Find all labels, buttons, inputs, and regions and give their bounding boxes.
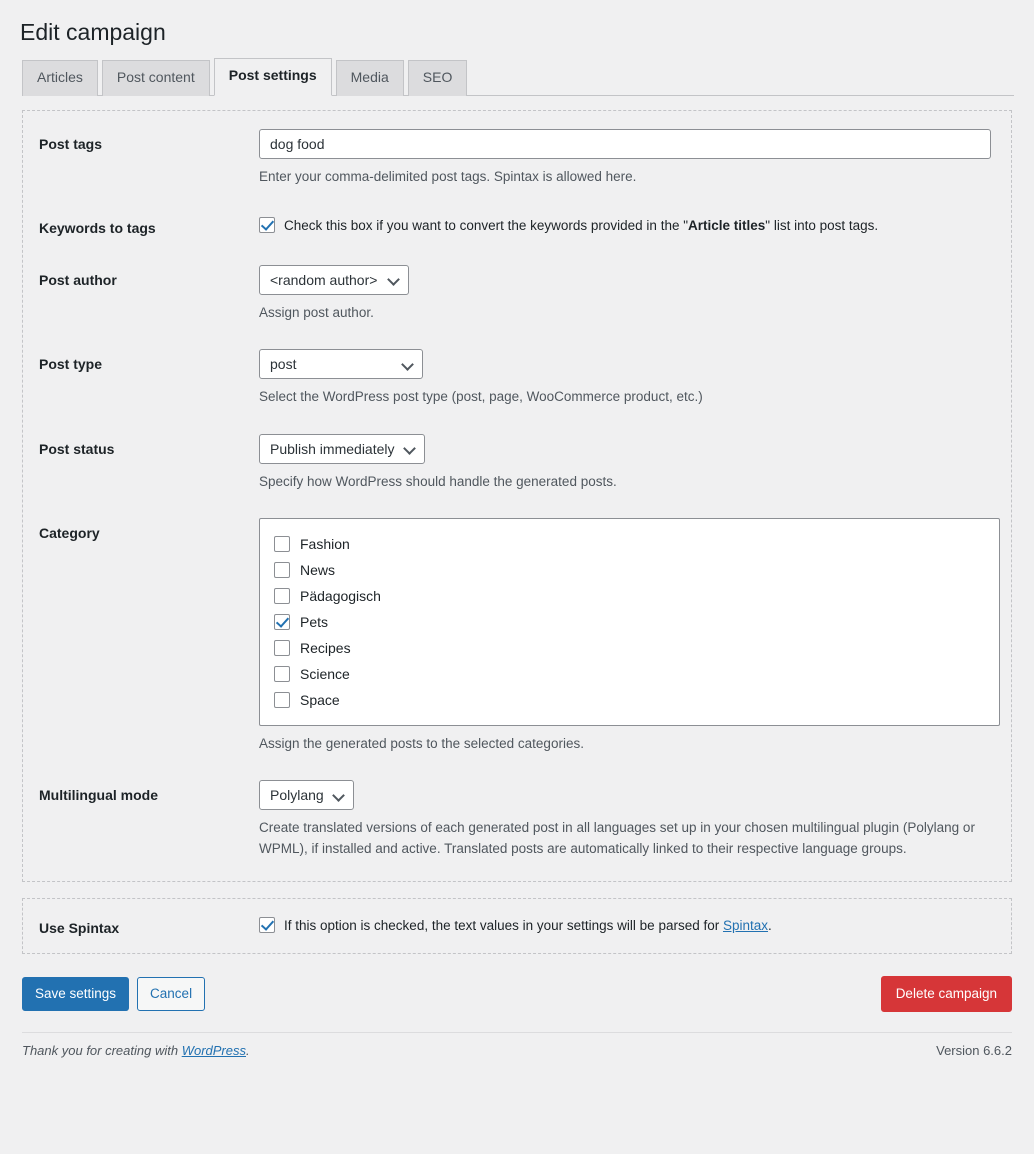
footer-credit — [22, 1043, 250, 1058]
post-type-label: Post type — [39, 356, 103, 373]
chevron-down-icon — [405, 443, 416, 454]
wordpress-link[interactable]: WordPress — [181, 1042, 246, 1058]
page-title: Edit campaign — [20, 19, 166, 45]
chevron-down-icon — [334, 790, 345, 801]
list-item[interactable] — [274, 583, 985, 609]
category-item-label: Space — [300, 692, 340, 709]
row-keywords-to-tags — [39, 213, 993, 239]
list-item[interactable] — [274, 557, 985, 583]
category-item-label: Pets — [300, 614, 329, 631]
row-multilingual-mode — [39, 780, 993, 859]
post-status-select[interactable] — [259, 434, 425, 464]
category-item-label: Science — [300, 666, 350, 683]
keywords-to-tags-text — [284, 215, 878, 236]
action-bar — [22, 976, 1012, 1012]
list-item[interactable] — [274, 661, 985, 687]
multilingual-mode-description: Create translated versions of each generated post in all languages set up in your chosen multilingual plugin (Polylang or WPML), if installed and active. Translated posts are automatically linked to their respective language groups. — [259, 820, 975, 856]
use-spintax-text-after: . — [768, 917, 772, 933]
category-checkbox[interactable] — [274, 588, 290, 604]
tab-post-content[interactable]: Post content — [102, 60, 210, 96]
post-tags-label: Post tags — [39, 135, 103, 152]
list-item[interactable] — [274, 687, 985, 713]
multilingual-mode-value: Polylang — [270, 787, 324, 804]
category-checkbox[interactable] — [274, 614, 290, 630]
row-post-status — [39, 434, 993, 492]
category-list — [259, 518, 1000, 726]
post-type-description: Select the WordPress post type (post, page, WooCommerce product, etc.) — [259, 389, 703, 405]
use-spintax-checkbox[interactable] — [259, 917, 275, 933]
keywords-to-tags-text-before: Check this box if you want to convert the keywords provided in the " — [284, 218, 688, 234]
category-checkbox[interactable] — [274, 640, 290, 656]
category-label: Category — [39, 525, 100, 542]
list-item[interactable] — [274, 635, 985, 661]
multilingual-mode-select[interactable] — [259, 780, 354, 810]
tab-media[interactable]: Media — [336, 60, 404, 96]
footer — [22, 1032, 1012, 1058]
list-item[interactable] — [274, 609, 985, 635]
keywords-to-tags-text-bold: Article titles — [688, 218, 766, 234]
post-status-value: Publish immediately — [270, 440, 395, 457]
category-item-label: Pädagogisch — [300, 588, 381, 605]
post-settings-panel — [22, 110, 1012, 882]
tab-articles[interactable]: Articles — [22, 60, 98, 96]
category-checkbox[interactable] — [274, 666, 290, 682]
category-checkbox[interactable] — [274, 562, 290, 578]
cancel-button[interactable]: Cancel — [137, 977, 205, 1011]
delete-campaign-button[interactable]: Delete campaign — [881, 976, 1012, 1012]
use-spintax-text-before: If this option is checked, the text values in your settings will be parsed for — [284, 917, 723, 933]
post-tags-description: Enter your comma-delimited post tags. Spintax is allowed here. — [259, 168, 637, 184]
category-item-label: Fashion — [300, 536, 350, 553]
post-author-label: Post author — [39, 271, 117, 288]
post-author-value: <random author> — [270, 271, 378, 288]
spintax-link[interactable]: Spintax — [722, 917, 769, 933]
post-type-value: post — [270, 356, 297, 373]
keywords-to-tags-checkbox[interactable] — [259, 217, 275, 233]
chevron-down-icon — [403, 359, 414, 370]
post-tags-input[interactable] — [259, 129, 991, 159]
spintax-panel — [22, 898, 1012, 954]
row-post-type — [39, 349, 993, 407]
tab-post-settings[interactable]: Post settings — [214, 58, 332, 96]
row-use-spintax — [39, 913, 993, 939]
save-button[interactable]: Save settings — [22, 977, 129, 1011]
row-post-tags — [39, 129, 993, 187]
post-author-description: Assign post author. — [259, 304, 374, 320]
category-item-label: News — [300, 562, 336, 579]
row-post-author — [39, 265, 993, 323]
post-type-select[interactable] — [259, 349, 423, 379]
category-checkbox[interactable] — [274, 536, 290, 552]
row-category — [39, 518, 993, 754]
post-status-label: Post status — [39, 440, 115, 457]
use-spintax-label: Use Spintax — [39, 919, 120, 936]
keywords-to-tags-label: Keywords to tags — [39, 220, 156, 237]
category-description: Assign the generated posts to the selected categories. — [259, 736, 584, 752]
multilingual-mode-label: Multilingual mode — [39, 787, 158, 804]
chevron-down-icon — [389, 274, 400, 285]
category-item-label: Recipes — [300, 640, 351, 657]
post-status-description: Specify how WordPress should handle the generated posts. — [259, 473, 617, 489]
list-item[interactable] — [274, 531, 985, 557]
footer-version: Version 6.6.2 — [936, 1042, 1012, 1058]
post-author-select[interactable] — [259, 265, 409, 295]
category-checkbox[interactable] — [274, 692, 290, 708]
tab-bar — [22, 60, 1014, 96]
tab-seo[interactable]: SEO — [408, 60, 468, 96]
footer-credit-after: . — [246, 1042, 250, 1058]
use-spintax-text — [284, 915, 772, 936]
footer-credit-before: Thank you for creating with — [22, 1042, 182, 1058]
keywords-to-tags-text-after: " list into post tags. — [765, 218, 879, 234]
